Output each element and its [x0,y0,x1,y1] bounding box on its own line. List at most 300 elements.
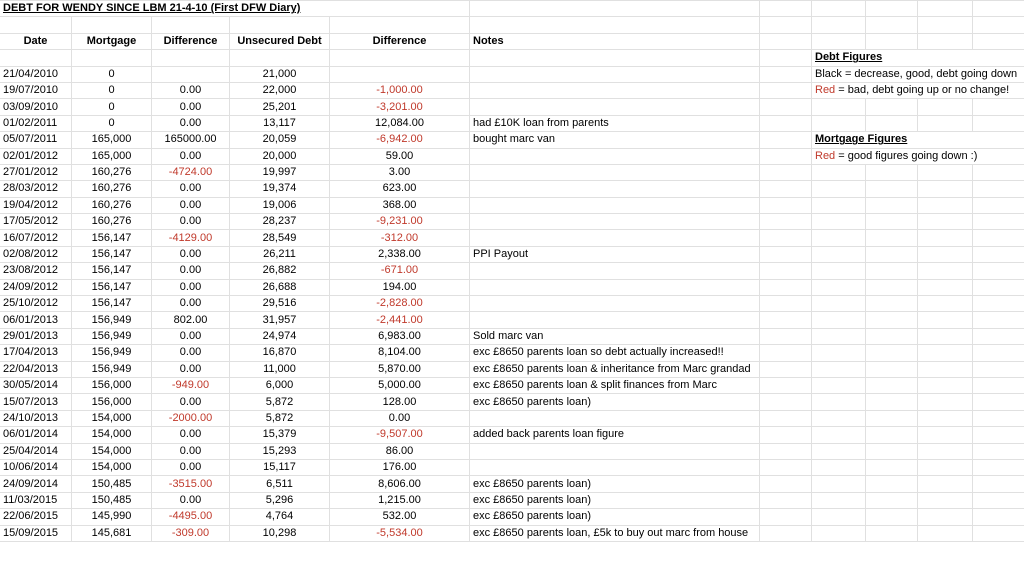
cell-date[interactable]: 30/05/2014 [0,377,72,393]
empty-cell[interactable] [760,197,812,213]
cell-notes[interactable] [470,263,760,279]
cell-unsecured-debt[interactable]: 20,000 [230,148,330,164]
cell-notes[interactable]: Sold marc van [470,328,760,344]
empty-cell[interactable] [918,181,973,197]
empty-cell[interactable] [760,214,812,230]
cell-notes[interactable] [470,443,760,459]
empty-cell[interactable] [866,509,918,525]
empty-cell[interactable] [760,164,812,180]
cell-date[interactable]: 01/02/2011 [0,115,72,131]
empty-cell[interactable] [918,377,973,393]
cell-date[interactable]: 11/03/2015 [0,492,72,508]
cell-unsecured-debt[interactable]: 28,549 [230,230,330,246]
cell-debt-difference[interactable]: 368.00 [330,197,470,213]
cell-debt-difference[interactable]: 5,870.00 [330,361,470,377]
cell-date[interactable]: 28/03/2012 [0,181,72,197]
cell-debt-difference[interactable]: 5,000.00 [330,377,470,393]
empty-cell[interactable] [866,296,918,312]
cell-date[interactable]: 06/01/2014 [0,427,72,443]
cell-date[interactable]: 23/08/2012 [0,263,72,279]
empty-cell[interactable] [973,312,1024,328]
cell-date[interactable]: 02/01/2012 [0,148,72,164]
cell-date[interactable]: 19/07/2010 [0,82,72,98]
cell-unsecured-debt[interactable]: 19,374 [230,181,330,197]
cell-unsecured-debt[interactable]: 5,872 [230,410,330,426]
cell-notes[interactable]: exc £8650 parents loan) [470,394,760,410]
cell-mortgage-difference[interactable]: -949.00 [152,377,230,393]
empty-cell[interactable] [812,312,866,328]
cell-date[interactable]: 21/04/2010 [0,66,72,82]
empty-cell[interactable] [973,410,1024,426]
empty-cell[interactable] [812,230,866,246]
cell-debt-difference[interactable]: 0.00 [330,410,470,426]
cell-notes[interactable]: bought marc van [470,132,760,148]
cell-unsecured-debt[interactable]: 13,117 [230,115,330,131]
cell-debt-difference[interactable]: -9,507.00 [330,427,470,443]
empty-cell[interactable] [866,328,918,344]
cell-mortgage-difference[interactable]: 0.00 [152,263,230,279]
empty-cell[interactable] [973,377,1024,393]
empty-cell[interactable] [918,427,973,443]
cell-date[interactable]: 06/01/2013 [0,312,72,328]
empty-cell[interactable] [918,394,973,410]
empty-cell[interactable] [760,99,812,115]
cell-mortgage[interactable]: 154,000 [72,427,152,443]
empty-cell[interactable] [760,410,812,426]
empty-cell[interactable] [812,263,866,279]
empty-cell[interactable] [973,509,1024,525]
empty-cell[interactable] [973,328,1024,344]
empty-cell[interactable] [760,115,812,131]
cell-notes[interactable] [470,459,760,475]
cell-mortgage-difference[interactable]: -309.00 [152,525,230,541]
cell-unsecured-debt[interactable]: 26,882 [230,263,330,279]
cell-notes[interactable] [470,99,760,115]
empty-cell[interactable] [973,361,1024,377]
cell-mortgage[interactable]: 0 [72,115,152,131]
cell-mortgage[interactable]: 160,276 [72,181,152,197]
cell-unsecured-debt[interactable]: 15,117 [230,459,330,475]
cell-debt-difference[interactable]: -312.00 [330,230,470,246]
cell-mortgage-difference[interactable]: 0.00 [152,328,230,344]
cell-date[interactable]: 24/09/2012 [0,279,72,295]
empty-cell[interactable] [866,443,918,459]
cell-mortgage[interactable]: 154,000 [72,443,152,459]
empty-cell[interactable] [918,328,973,344]
empty-cell[interactable] [973,115,1024,131]
cell-mortgage-difference[interactable]: 0.00 [152,246,230,262]
cell-debt-difference[interactable]: 2,338.00 [330,246,470,262]
cell-notes[interactable]: had £10K loan from parents [470,115,760,131]
cell-mortgage[interactable]: 156,000 [72,377,152,393]
empty-cell[interactable] [866,230,918,246]
cell-date[interactable]: 10/06/2014 [0,459,72,475]
empty-cell[interactable] [760,296,812,312]
empty-cell[interactable] [866,377,918,393]
empty-cell[interactable] [973,246,1024,262]
empty-cell[interactable] [918,99,973,115]
empty-cell[interactable] [918,263,973,279]
cell-unsecured-debt[interactable]: 26,211 [230,246,330,262]
legend-mortgage-heading[interactable]: Mortgage Figures [812,132,1024,148]
empty-cell[interactable] [812,181,866,197]
cell-notes[interactable]: added back parents loan figure [470,427,760,443]
empty-cell[interactable] [812,525,866,541]
cell-notes[interactable] [470,164,760,180]
cell-notes[interactable] [470,410,760,426]
cell-mortgage[interactable]: 156,949 [72,312,152,328]
empty-cell[interactable] [760,427,812,443]
cell-mortgage-difference[interactable]: 0.00 [152,361,230,377]
empty-cell[interactable] [973,394,1024,410]
empty-cell[interactable] [918,246,973,262]
empty-cell[interactable] [760,246,812,262]
cell-mortgage[interactable]: 165,000 [72,132,152,148]
cell-debt-difference[interactable]: 1,215.00 [330,492,470,508]
empty-cell[interactable] [760,82,812,98]
empty-cell[interactable] [918,525,973,541]
cell-unsecured-debt[interactable]: 20,059 [230,132,330,148]
cell-mortgage[interactable]: 145,681 [72,525,152,541]
empty-cell[interactable] [760,279,812,295]
empty-cell[interactable] [760,312,812,328]
cell-date[interactable]: 25/04/2014 [0,443,72,459]
empty-cell[interactable] [973,345,1024,361]
cell-debt-difference[interactable]: 8,606.00 [330,476,470,492]
empty-cell[interactable] [918,214,973,230]
empty-cell[interactable] [866,164,918,180]
cell-mortgage-difference[interactable]: 802.00 [152,312,230,328]
empty-cell[interactable] [760,509,812,525]
empty-cell[interactable] [812,115,866,131]
empty-cell[interactable] [812,296,866,312]
cell-debt-difference[interactable]: 194.00 [330,279,470,295]
empty-cell[interactable] [866,246,918,262]
header-date[interactable]: Date [0,33,72,49]
cell-unsecured-debt[interactable]: 15,293 [230,443,330,459]
sheet-title[interactable]: DEBT FOR WENDY SINCE LBM 21-4-10 (First DFW Diary) [0,1,470,17]
empty-cell[interactable] [812,345,866,361]
empty-cell[interactable] [866,279,918,295]
empty-cell[interactable] [812,279,866,295]
cell-debt-difference[interactable]: -2,828.00 [330,296,470,312]
empty-cell[interactable] [918,164,973,180]
empty-cell[interactable] [760,377,812,393]
empty-cell[interactable] [760,148,812,164]
empty-cell[interactable] [866,312,918,328]
empty-cell[interactable] [760,361,812,377]
cell-mortgage-difference[interactable]: 165000.00 [152,132,230,148]
cell-notes[interactable] [470,66,760,82]
empty-cell[interactable] [866,345,918,361]
empty-cell[interactable] [918,115,973,131]
cell-mortgage-difference[interactable]: 0.00 [152,82,230,98]
header-difference-debt[interactable]: Difference [330,33,470,49]
cell-debt-difference[interactable]: -671.00 [330,263,470,279]
cell-debt-difference[interactable]: 532.00 [330,509,470,525]
cell-debt-difference[interactable]: -6,942.00 [330,132,470,148]
cell-unsecured-debt[interactable]: 5,296 [230,492,330,508]
cell-mortgage[interactable]: 156,949 [72,361,152,377]
empty-cell[interactable] [866,263,918,279]
cell-date[interactable]: 03/09/2010 [0,99,72,115]
cell-date[interactable]: 05/07/2011 [0,132,72,148]
cell-mortgage-difference[interactable]: 0.00 [152,427,230,443]
cell-mortgage-difference[interactable]: 0.00 [152,148,230,164]
cell-mortgage[interactable]: 156,147 [72,279,152,295]
cell-unsecured-debt[interactable]: 24,974 [230,328,330,344]
cell-debt-difference[interactable]: 86.00 [330,443,470,459]
empty-cell[interactable] [866,492,918,508]
cell-mortgage-difference[interactable]: 0.00 [152,99,230,115]
empty-cell[interactable] [760,345,812,361]
empty-cell[interactable] [812,443,866,459]
cell-notes[interactable]: exc £8650 parents loan & inheritance from Marc grandad [470,361,760,377]
cell-notes[interactable]: exc £8650 parents loan, £5k to buy out marc from house [470,525,760,541]
empty-cell[interactable] [760,328,812,344]
cell-mortgage-difference[interactable]: -4495.00 [152,509,230,525]
cell-notes[interactable]: exc £8650 parents loan) [470,476,760,492]
cell-date[interactable]: 29/01/2013 [0,328,72,344]
cell-mortgage[interactable]: 156,949 [72,328,152,344]
empty-cell[interactable] [918,296,973,312]
cell-date[interactable]: 02/08/2012 [0,246,72,262]
cell-mortgage[interactable]: 154,000 [72,459,152,475]
empty-cell[interactable] [918,345,973,361]
cell-mortgage-difference[interactable]: 0.00 [152,197,230,213]
cell-debt-difference[interactable]: -2,441.00 [330,312,470,328]
empty-cell[interactable] [812,377,866,393]
cell-unsecured-debt[interactable]: 10,298 [230,525,330,541]
cell-unsecured-debt[interactable]: 28,237 [230,214,330,230]
empty-cell[interactable] [812,427,866,443]
cell-debt-difference[interactable]: -5,534.00 [330,525,470,541]
empty-cell[interactable] [973,279,1024,295]
cell-mortgage-difference[interactable]: 0.00 [152,115,230,131]
cell-notes[interactable] [470,82,760,98]
cell-unsecured-debt[interactable]: 22,000 [230,82,330,98]
cell-notes[interactable] [470,148,760,164]
empty-cell[interactable] [760,263,812,279]
empty-cell[interactable] [973,99,1024,115]
cell-mortgage[interactable]: 0 [72,99,152,115]
cell-notes[interactable] [470,279,760,295]
cell-unsecured-debt[interactable]: 6,511 [230,476,330,492]
cell-unsecured-debt[interactable]: 21,000 [230,66,330,82]
empty-cell[interactable] [760,132,812,148]
empty-cell[interactable] [866,214,918,230]
empty-cell[interactable] [812,164,866,180]
cell-unsecured-debt[interactable]: 29,516 [230,296,330,312]
header-difference-mortgage[interactable]: Difference [152,33,230,49]
empty-cell[interactable] [812,246,866,262]
empty-cell[interactable] [973,263,1024,279]
empty-cell[interactable] [973,492,1024,508]
cell-mortgage-difference[interactable]: 0.00 [152,181,230,197]
legend-debt-heading[interactable]: Debt Figures [812,50,1024,66]
cell-debt-difference[interactable]: 12,084.00 [330,115,470,131]
empty-cell[interactable] [812,459,866,475]
empty-cell[interactable] [866,181,918,197]
cell-mortgage-difference[interactable]: 0.00 [152,296,230,312]
empty-cell[interactable] [918,476,973,492]
cell-mortgage[interactable]: 156,147 [72,230,152,246]
cell-debt-difference[interactable]: -1,000.00 [330,82,470,98]
header-mortgage[interactable]: Mortgage [72,33,152,49]
empty-cell[interactable] [812,476,866,492]
empty-cell[interactable] [973,214,1024,230]
cell-mortgage[interactable]: 154,000 [72,410,152,426]
cell-mortgage[interactable]: 160,276 [72,214,152,230]
cell-debt-difference[interactable] [330,66,470,82]
empty-cell[interactable] [973,164,1024,180]
empty-cell[interactable] [918,361,973,377]
cell-date[interactable]: 17/05/2012 [0,214,72,230]
cell-unsecured-debt[interactable]: 5,872 [230,394,330,410]
cell-notes[interactable] [470,296,760,312]
cell-mortgage-difference[interactable] [152,66,230,82]
empty-cell[interactable] [918,492,973,508]
cell-date[interactable]: 27/01/2012 [0,164,72,180]
empty-cell[interactable] [812,509,866,525]
cell-debt-difference[interactable]: 6,983.00 [330,328,470,344]
empty-cell[interactable] [866,361,918,377]
empty-cell[interactable] [812,197,866,213]
cell-unsecured-debt[interactable]: 11,000 [230,361,330,377]
cell-mortgage[interactable]: 156,147 [72,263,152,279]
empty-cell[interactable] [760,492,812,508]
empty-cell[interactable] [812,492,866,508]
empty-cell[interactable] [812,214,866,230]
cell-mortgage-difference[interactable]: 0.00 [152,345,230,361]
empty-cell[interactable] [918,443,973,459]
cell-mortgage[interactable]: 156,949 [72,345,152,361]
cell-debt-difference[interactable]: -3,201.00 [330,99,470,115]
cell-mortgage-difference[interactable]: 0.00 [152,459,230,475]
empty-cell[interactable] [918,279,973,295]
cell-mortgage[interactable]: 0 [72,66,152,82]
cell-mortgage[interactable]: 156,147 [72,246,152,262]
empty-cell[interactable] [866,427,918,443]
empty-cell[interactable] [918,230,973,246]
header-unsecured-debt[interactable]: Unsecured Debt [230,33,330,49]
cell-date[interactable]: 24/10/2013 [0,410,72,426]
empty-cell[interactable] [918,509,973,525]
cell-mortgage-difference[interactable]: 0.00 [152,394,230,410]
empty-cell[interactable] [760,181,812,197]
empty-cell[interactable] [973,476,1024,492]
cell-notes[interactable]: PPI Payout [470,246,760,262]
cell-notes[interactable] [470,197,760,213]
empty-cell[interactable] [973,427,1024,443]
cell-date[interactable]: 16/07/2012 [0,230,72,246]
legend-mortgage-red[interactable] [812,148,1024,164]
cell-mortgage-difference[interactable]: -4724.00 [152,164,230,180]
empty-cell[interactable] [760,66,812,82]
empty-cell[interactable] [866,115,918,131]
cell-notes[interactable]: exc £8650 parents loan) [470,492,760,508]
cell-mortgage-difference[interactable]: -2000.00 [152,410,230,426]
cell-notes[interactable] [470,181,760,197]
cell-mortgage[interactable]: 160,276 [72,197,152,213]
cell-date[interactable]: 17/04/2013 [0,345,72,361]
cell-notes[interactable] [470,214,760,230]
cell-unsecured-debt[interactable]: 26,688 [230,279,330,295]
empty-cell[interactable] [760,443,812,459]
empty-cell[interactable] [866,197,918,213]
cell-debt-difference[interactable]: 3.00 [330,164,470,180]
cell-mortgage[interactable]: 165,000 [72,148,152,164]
cell-notes[interactable]: exc £8650 parents loan so debt actually increased!! [470,345,760,361]
cell-mortgage[interactable]: 156,147 [72,296,152,312]
legend-debt-red[interactable] [812,82,1024,98]
empty-cell[interactable] [973,443,1024,459]
cell-unsecured-debt[interactable]: 31,957 [230,312,330,328]
empty-cell[interactable] [760,230,812,246]
empty-cell[interactable] [866,476,918,492]
empty-cell[interactable] [866,410,918,426]
cell-unsecured-debt[interactable]: 6,000 [230,377,330,393]
cell-unsecured-debt[interactable]: 19,997 [230,164,330,180]
empty-cell[interactable] [760,394,812,410]
empty-cell[interactable] [812,410,866,426]
cell-mortgage-difference[interactable]: 0.00 [152,214,230,230]
cell-notes[interactable]: exc £8650 parents loan & split finances from Marc [470,377,760,393]
cell-date[interactable]: 15/07/2013 [0,394,72,410]
empty-cell[interactable] [918,410,973,426]
cell-mortgage[interactable]: 156,000 [72,394,152,410]
empty-cell[interactable] [866,99,918,115]
cell-mortgage[interactable]: 145,990 [72,509,152,525]
cell-mortgage-difference[interactable]: 0.00 [152,492,230,508]
empty-cell[interactable] [918,197,973,213]
cell-debt-difference[interactable]: 59.00 [330,148,470,164]
cell-mortgage[interactable]: 150,485 [72,492,152,508]
cell-mortgage-difference[interactable]: 0.00 [152,443,230,459]
empty-cell[interactable] [973,296,1024,312]
header-notes[interactable]: Notes [470,33,760,49]
cell-debt-difference[interactable]: -9,231.00 [330,214,470,230]
empty-cell[interactable] [918,312,973,328]
cell-date[interactable]: 24/09/2014 [0,476,72,492]
empty-cell[interactable] [812,361,866,377]
cell-debt-difference[interactable]: 623.00 [330,181,470,197]
cell-debt-difference[interactable]: 176.00 [330,459,470,475]
cell-date[interactable]: 19/04/2012 [0,197,72,213]
cell-debt-difference[interactable]: 128.00 [330,394,470,410]
empty-cell[interactable] [812,328,866,344]
empty-cell[interactable] [973,197,1024,213]
empty-cell[interactable] [973,459,1024,475]
cell-notes[interactable] [470,312,760,328]
cell-mortgage[interactable]: 160,276 [72,164,152,180]
cell-notes[interactable]: exc £8650 parents loan) [470,509,760,525]
cell-debt-difference[interactable]: 8,104.00 [330,345,470,361]
empty-cell[interactable] [760,459,812,475]
cell-date[interactable]: 22/06/2015 [0,509,72,525]
cell-unsecured-debt[interactable]: 4,764 [230,509,330,525]
cell-mortgage-difference[interactable]: -3515.00 [152,476,230,492]
empty-cell[interactable] [812,99,866,115]
cell-unsecured-debt[interactable]: 15,379 [230,427,330,443]
empty-cell[interactable] [866,394,918,410]
cell-unsecured-debt[interactable]: 25,201 [230,99,330,115]
empty-cell[interactable] [973,230,1024,246]
empty-cell[interactable] [918,459,973,475]
cell-mortgage[interactable]: 150,485 [72,476,152,492]
cell-mortgage-difference[interactable]: 0.00 [152,279,230,295]
empty-cell[interactable] [866,459,918,475]
